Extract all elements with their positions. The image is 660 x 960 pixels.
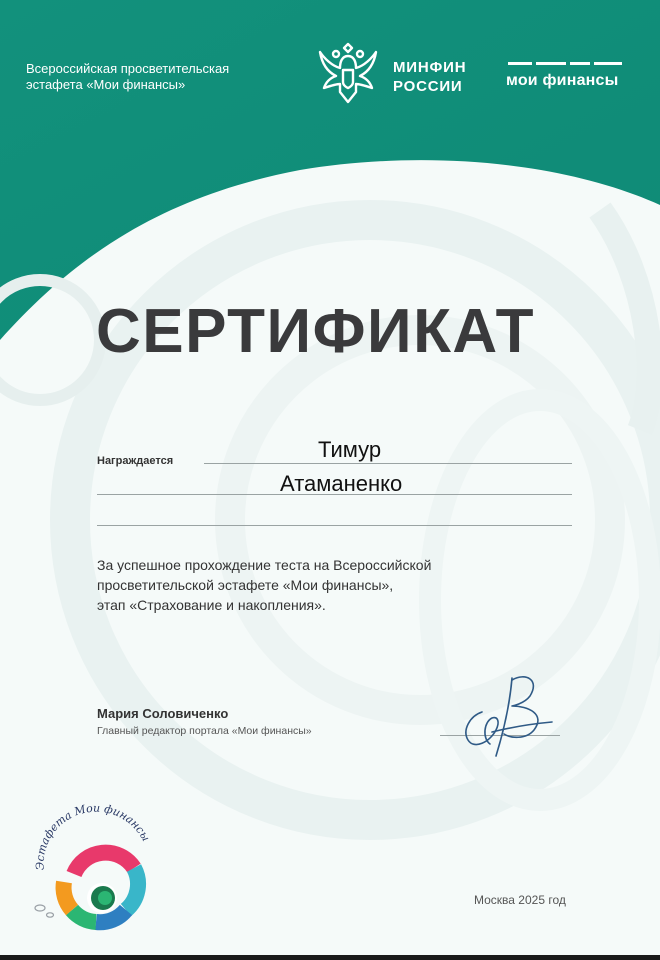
signer-role: Главный редактор портала «Мои финансы» xyxy=(97,725,312,737)
signer-name: Мария Соловиченко xyxy=(97,706,229,721)
ministry-line2: РОССИИ xyxy=(393,78,463,95)
handwritten-signature xyxy=(452,672,562,764)
relay-title-line1: Всероссийская просветительская xyxy=(26,61,230,76)
brand-logo-text: мои финансы xyxy=(506,72,619,89)
logo-text: Эстафета Мои финансы xyxy=(33,801,153,871)
bottom-edge xyxy=(0,955,660,960)
description-line1: За успешное прохождение теста на Всероссийской xyxy=(97,557,432,573)
description-line2: просветительской эстафете «Мои финансы», xyxy=(97,577,394,593)
recipient-last-name: Атаманенко xyxy=(280,471,403,496)
certificate-title: СЕРТИФИКАТ xyxy=(96,297,535,366)
recipient-line-1 xyxy=(204,463,572,464)
double-headed-eagle-icon xyxy=(316,42,380,108)
brand-lines-decor xyxy=(508,62,622,68)
ministry-name xyxy=(393,58,466,96)
relay-header-text xyxy=(26,61,276,93)
relay-title-line2: эстафета «Мои финансы» xyxy=(26,77,186,92)
recipient-first-name: Тимур xyxy=(318,437,382,462)
awarded-label: Награждается xyxy=(97,455,174,467)
relay-logo xyxy=(26,798,166,938)
certificate-description xyxy=(97,555,537,615)
recipient-line-3 xyxy=(97,525,572,526)
city-year: Москва 2025 год xyxy=(474,893,566,907)
description-line3: этап «Страхование и накопления». xyxy=(97,597,326,613)
ministry-line1: МИНФИН xyxy=(393,59,467,76)
